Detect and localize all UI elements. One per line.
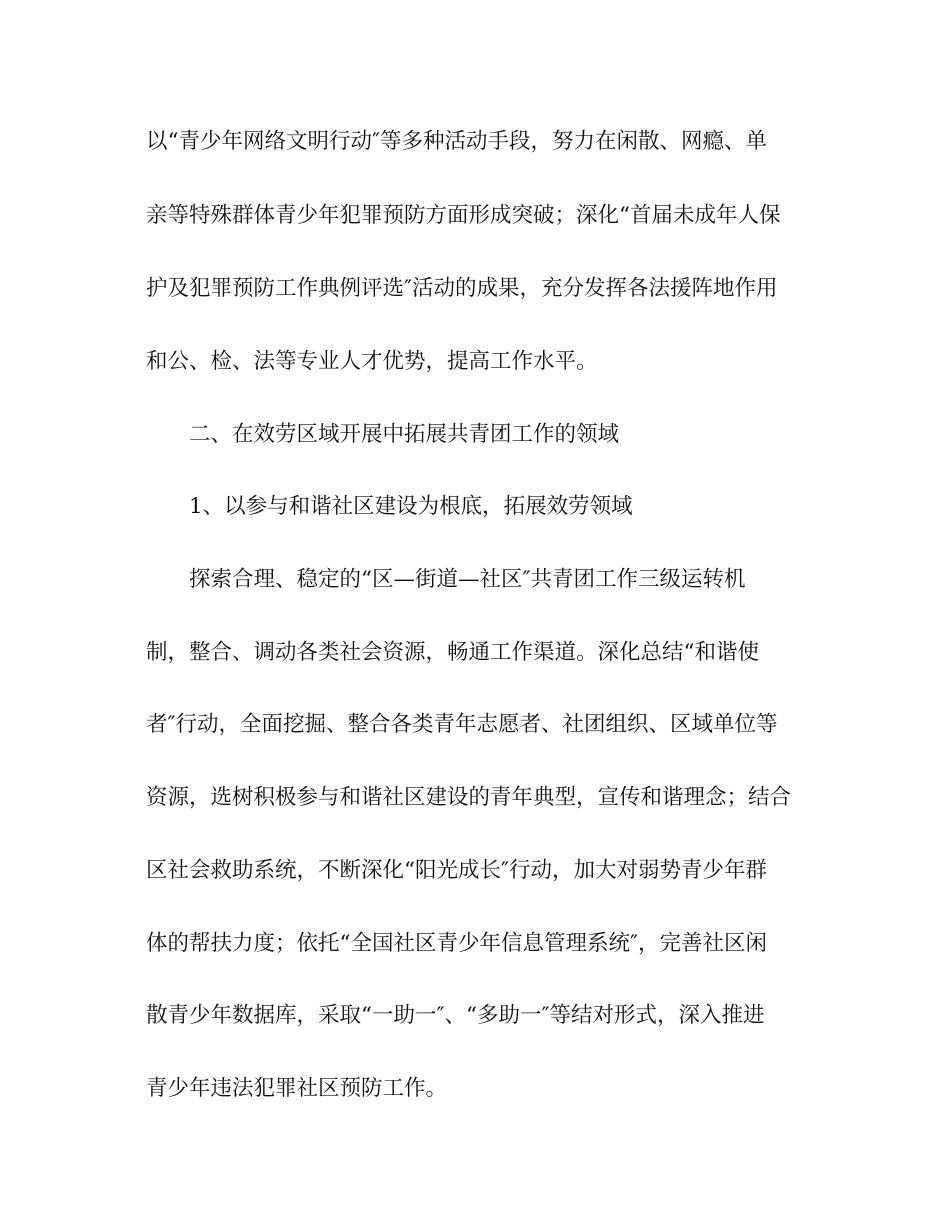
- paragraph-line: 亲等特殊群体青少年犯罪预防方面形成突破；深化“首届未成年人保: [146, 203, 781, 228]
- section-heading: 二、在效劳区域开展中拓展共青团工作的领域: [189, 422, 620, 447]
- paragraph-line: 和公、检、法等专业人才优势，提高工作水平。: [146, 349, 598, 374]
- paragraph-line: 区社会救助系统，不断深化“阳光成长″行动，加大对弱势青少年群: [146, 858, 768, 883]
- paragraph-line: 体的帮扶力度；依托“全国社区青少年信息管理系统″，完善社区闲: [146, 931, 768, 956]
- paragraph-line: 资源，选树积极参与和谐社区建设的青年典型，宣传和谐理念；结合: [146, 785, 792, 810]
- paragraph-line: 制，整合、调动各类社会资源，畅通工作渠道。深化总结“和谐使: [146, 640, 759, 665]
- paragraph-line: 以“青少年网络文明行动″等多种活动手段，努力在闲散、网瘾、单: [146, 129, 768, 154]
- subsection-heading: 1、以参与和谐社区建设为根底，拓展效劳领域: [189, 494, 633, 519]
- paragraph-line: 护及犯罪预防工作典例评选″活动的成果，充分发挥各法援阵地作用: [146, 276, 778, 301]
- paragraph-line: 青少年违法犯罪社区预防工作。: [146, 1076, 448, 1101]
- paragraph-line: 散青少年数据库，采取“一助一″、“多助一″等结对形式，深入推进: [146, 1003, 765, 1028]
- paragraph-line: 者″行动，全面挖掘、整合各类青年志愿者、社团组织、区域单位等: [146, 712, 778, 737]
- paragraph-line: 探索合理、稳定的“区—街道—社区″共青团工作三级运转机: [189, 567, 746, 592]
